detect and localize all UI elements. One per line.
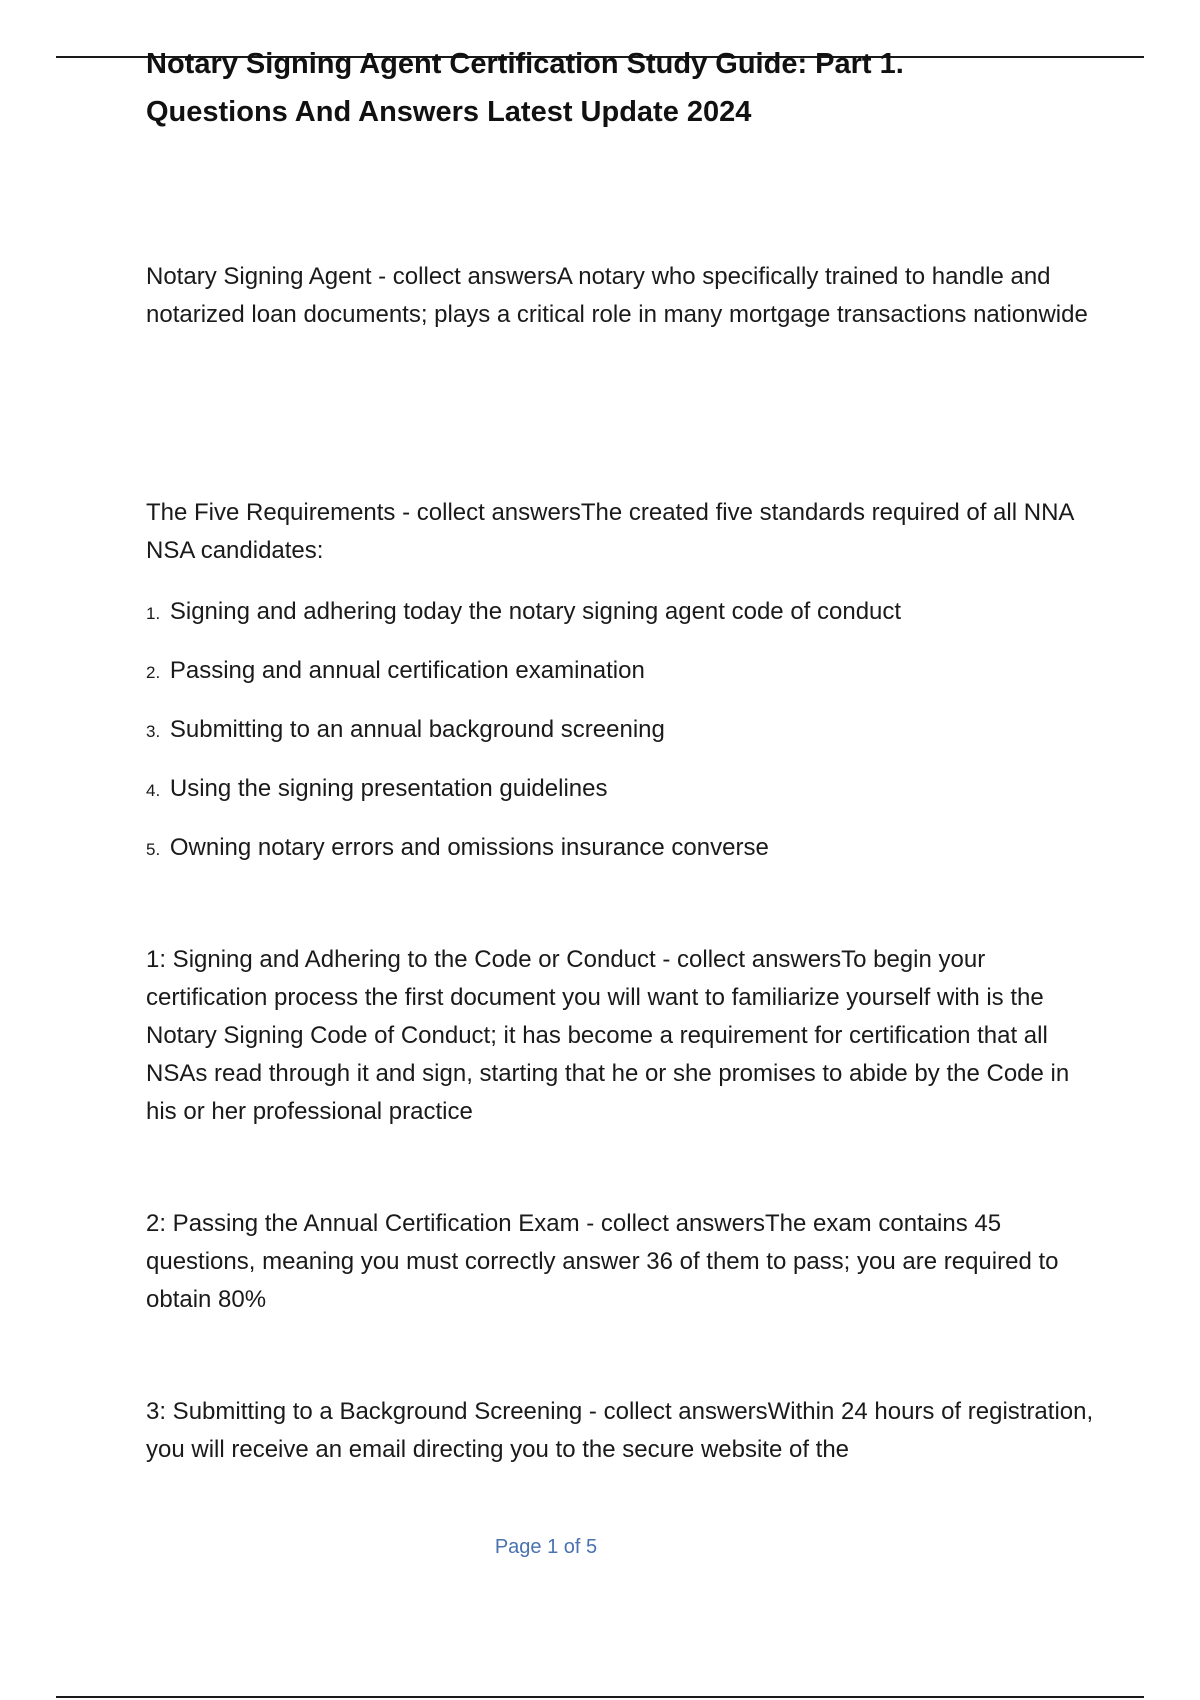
list-item-text: Using the signing presentation guidelines (169, 775, 608, 802)
list-item (146, 593, 1106, 652)
list-item-text: Owning notary errors and omissions insurance converse (169, 834, 769, 861)
section-certification-exam: 2: Passing the Annual Certification Exam - collect answersThe exam contains 45 questions, meaning you must correctly answer 36 of them to pass; you are required to obtain 80% (146, 1210, 1059, 1313)
list-item-text: Submitting to an annual background screening (169, 716, 665, 743)
list-item (146, 652, 1106, 711)
section-code-of-conduct: 1: Signing and Adhering to the Code or Conduct - collect answersTo begin your certification process the first document you will want to familiarize yourself with is the Notary Signing Code of Conduct; it has become a requirement for certification that all NSAs read through it and sign, starting that he or she promises to abide by the Code in his or her professional practice (146, 946, 1070, 1125)
document-title (146, 40, 1106, 136)
page-number: Page 1 of 5 (494, 1536, 598, 1558)
document-title-line-2: Questions And Answers Latest Update 2024 (146, 96, 752, 128)
list-item (146, 711, 1106, 770)
list-item-text: Passing and annual certification examination (169, 657, 645, 684)
list-item (146, 829, 1106, 888)
document-title-line-1: Notary Signing Agent Certification Study Guide: Part 1. (146, 48, 904, 80)
list-item-number: 2. (146, 663, 161, 682)
list-item-number: 1. (146, 604, 161, 623)
section-background-screening: 3: Submitting to a Background Screening - collect answersWithin 24 hours of registration, you will receive an email directing you to the secure website of the (146, 1398, 1094, 1463)
requirements-list (146, 593, 1106, 888)
list-item (146, 770, 1106, 829)
list-item-number: 4. (146, 781, 161, 800)
paragraph-notary-signing-agent: Notary Signing Agent - collect answersA notary who specifically trained to handle and notarized loan documents; plays a critical role in many mortgage transactions nationwide (146, 263, 1088, 328)
bottom-rule (56, 1696, 1144, 1698)
paragraph-five-requirements: The Five Requirements - collect answersThe created five standards required of all NNA NSA candidates: (146, 499, 1074, 564)
list-item-number: 5. (146, 840, 161, 859)
list-item-text: Signing and adhering today the notary signing agent code of conduct (169, 598, 902, 625)
list-item-number: 3. (146, 722, 161, 741)
